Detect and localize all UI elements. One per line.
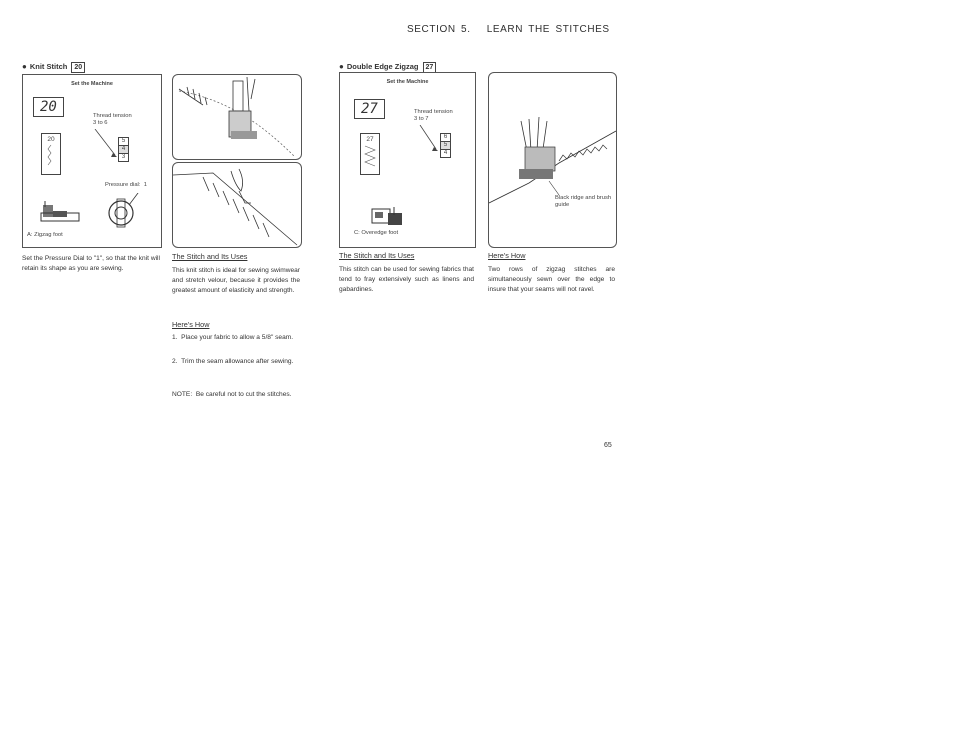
bullet-icon: ● <box>22 62 27 71</box>
knit-stitch-number: 20 <box>71 62 85 73</box>
section-title: LEARN THE STITCHES <box>486 24 610 35</box>
knit-step-2: 2. Trim the seam allowance after sewing. <box>172 358 294 365</box>
zigzag-foot-drawing <box>37 193 147 233</box>
knit-sewing-illustration <box>172 74 302 160</box>
page-number: 65 <box>604 442 612 449</box>
zigzag-howto-heading: Here's How <box>488 251 526 260</box>
fabric-trim-drawing <box>173 163 301 247</box>
presser-foot-drawing <box>173 75 301 159</box>
stitch-display: 27 <box>354 99 385 119</box>
stitch-dial: 20 <box>41 133 61 175</box>
knit-trim-illustration <box>172 162 302 248</box>
knit-settings-panel <box>22 74 162 248</box>
knit-pattern-icon <box>42 143 60 169</box>
knit-instruction: Set the Pressure Dial to "1", so that the knit will retain its shape as you are sewing. <box>22 255 160 272</box>
set-machine-label: Set the Machine <box>386 79 429 85</box>
overedge-foot-label: C: Overedge foot <box>354 230 399 236</box>
knit-uses-heading: The Stitch and Its Uses <box>172 252 248 261</box>
zigzag-uses-heading: The Stitch and Its Uses <box>339 251 415 260</box>
zigzag-uses-text: This stitch can be used for sewing fabrics that tend to fray extensively such as linens and gabardines. <box>339 266 474 293</box>
bullet-icon: ● <box>339 62 344 71</box>
knit-howto-heading: Here's How <box>172 320 210 329</box>
tension-scale: 6 5 4 <box>440 133 451 158</box>
knit-uses-text: This knit stitch is ideal for sewing swimwear and stretch velour, because it provides the greatest amount of elasticity and strength. <box>172 267 300 294</box>
knit-stitch-title: ● Knit Stitch 20 <box>22 62 85 73</box>
ridge-guide-label: Black ridge and brush guide <box>555 195 612 208</box>
thread-tension-range: 3 to 6 <box>93 120 108 126</box>
section-label: SECTION 5. <box>407 24 471 35</box>
zigzag-pattern-icon <box>361 143 379 169</box>
overedge-foot-sewing-drawing <box>489 73 616 247</box>
thread-tension-label: Thread tension <box>414 109 453 115</box>
zigzag-howto-text: Two rows of zigzag stitches are simultaneously sewn over the edge to insure that your seams will not ravel. <box>488 266 615 293</box>
page-header <box>407 24 610 35</box>
zigzag-sewing-illustration <box>488 72 617 248</box>
overedge-foot-drawing <box>370 205 410 227</box>
set-machine-label: Set the Machine <box>71 81 113 87</box>
tension-scale: 5 4 3 <box>118 137 129 162</box>
thread-tension-label: Thread tension <box>93 113 132 119</box>
zigzag-settings-panel <box>339 72 476 248</box>
stitch-dial: 27 <box>360 133 380 175</box>
zigzag-foot-label: A: Zigzag foot <box>27 232 63 238</box>
stitch-display: 20 <box>33 97 64 117</box>
thread-tension-range: 3 to 7 <box>414 116 429 122</box>
zigzag-stitch-number: 27 <box>423 62 437 73</box>
knit-note: NOTE: Be careful not to cut the stitches. <box>172 391 292 398</box>
knit-step-1: 1. Place your fabric to allow a 5/8" seam. <box>172 334 294 341</box>
zigzag-stitch-title: ● Double Edge Zigzag 27 <box>339 62 436 73</box>
pressure-dial-label: Pressure dial: 1 <box>105 182 147 188</box>
